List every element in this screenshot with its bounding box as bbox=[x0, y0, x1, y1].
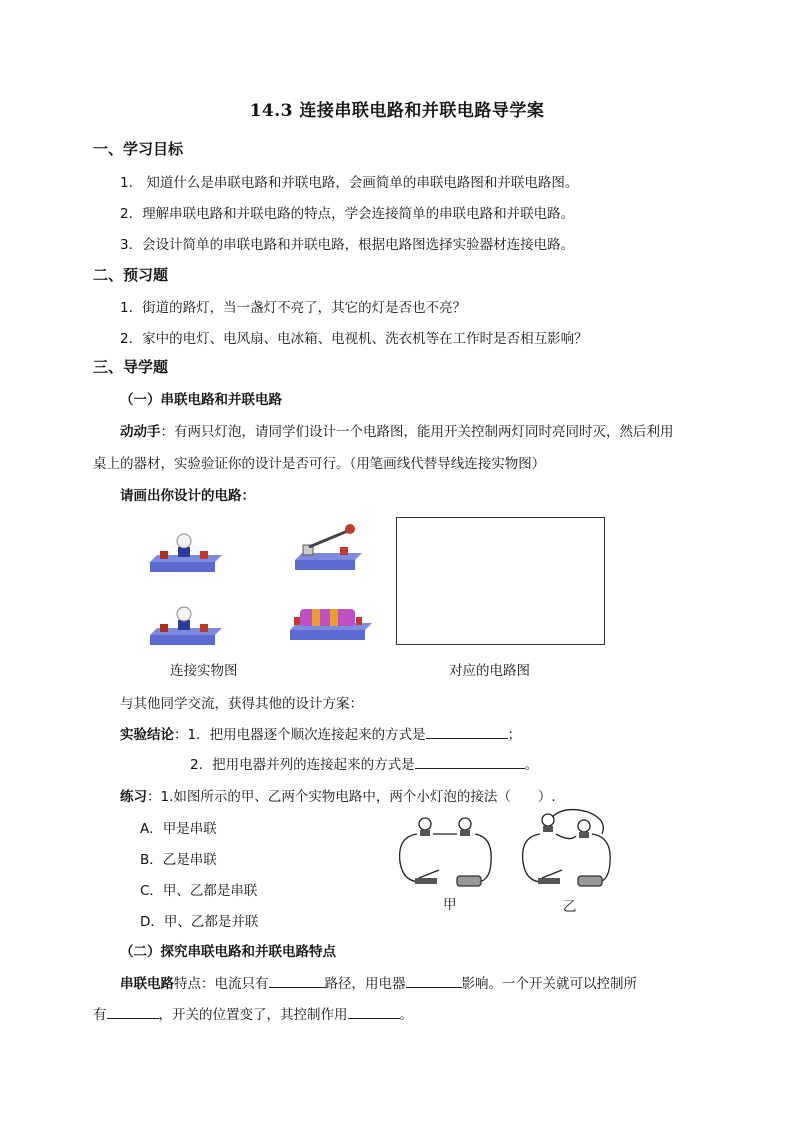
figure-label-jia: 甲 bbox=[443, 897, 457, 913]
preview-item-1: 1．街道的路灯，当一盏灯不亮了，其它的灯是否也不亮？ bbox=[120, 300, 467, 316]
series-text-a: 特点：电流只有 bbox=[174, 976, 269, 992]
preview-item-2: 2．家中的电灯、电风扇、电冰箱、电视机、洗衣机等在工作时是否相互影响？ bbox=[120, 331, 588, 347]
option-b[interactable]: B．乙是串联 bbox=[140, 852, 217, 868]
draw-prompt: 请画出你设计的电路： bbox=[120, 488, 255, 504]
hands-on-label: 动动手 bbox=[120, 424, 161, 440]
bulb-icon bbox=[177, 534, 191, 557]
caption-left: 连接实物图 bbox=[170, 663, 238, 679]
conclusion-end-1: ； bbox=[507, 727, 522, 743]
hands-on-line-2: 桌上的器材，实验验证你的设计是否可行。（用笔画线代替导线连接实物图） bbox=[93, 456, 546, 472]
subsection-heading-1: （一）串联电路和并联电路 bbox=[120, 392, 282, 408]
answer-blank-control[interactable] bbox=[348, 1004, 400, 1019]
circuit-yi bbox=[523, 810, 611, 886]
conclusion-text-2: 2．把用电器并列的连接起来的方式是 bbox=[190, 757, 415, 773]
hands-on-text-1: ：有两只灯泡，请同学们设计一个电路图，能用开关控制两灯同时亮同时灭，然后利用 bbox=[160, 424, 674, 440]
figure-label-yi: 乙 bbox=[563, 899, 577, 915]
exercise-line bbox=[120, 785, 556, 805]
answer-blank-parallel[interactable] bbox=[415, 754, 525, 769]
series-line-2 bbox=[93, 1003, 413, 1023]
section-heading-guide: 三、导学题 bbox=[93, 358, 169, 376]
series-text-b: 路径，用电器 bbox=[324, 976, 406, 992]
series-text-c: 影响。一个开关就可以控制所 bbox=[461, 976, 637, 992]
subsection-heading-2: （二）探究串联电路和并联电路特点 bbox=[120, 944, 336, 960]
answer-blank-series[interactable] bbox=[426, 724, 508, 739]
switch-board bbox=[295, 524, 362, 570]
series-label: 串联电路 bbox=[120, 976, 174, 992]
switch-icon bbox=[415, 870, 439, 884]
exercise-label: 练习 bbox=[120, 789, 147, 805]
battery-board bbox=[290, 609, 372, 640]
switch-icon bbox=[538, 870, 562, 884]
page-title: 14.3 连接串联电路和并联电路导学案 bbox=[249, 101, 545, 121]
battery-icon bbox=[578, 876, 602, 886]
circuit-figures bbox=[395, 812, 615, 892]
bulb-icon bbox=[542, 814, 590, 838]
series-text-f: 。 bbox=[399, 1007, 413, 1023]
bulb-icon bbox=[177, 607, 191, 630]
option-c[interactable]: C．甲、乙都是串联 bbox=[140, 883, 258, 899]
answer-blank-devices[interactable] bbox=[107, 1004, 159, 1019]
section-heading-goals: 一、学习目标 bbox=[93, 140, 184, 158]
conclusion-label: 实验结论 bbox=[120, 727, 174, 743]
conclusion-text-1: ：1．把用电器逐个顺次连接起来的方式是 bbox=[174, 727, 426, 743]
goal-item-2: 2．理解串联电路和并联电路的特点，学会连接简单的串联电路和并联电路。 bbox=[120, 206, 575, 222]
bulb-board-1 bbox=[150, 534, 222, 572]
hands-on-line-1 bbox=[120, 420, 674, 440]
section-heading-preview: 二、预习题 bbox=[93, 266, 169, 284]
conclusion-line-2 bbox=[190, 753, 538, 773]
bulb-icon bbox=[419, 818, 471, 836]
exercise-text: ：1.如图所示的甲、乙两个实物电路中，两个小灯泡的接法（ ）. bbox=[147, 789, 556, 805]
battery-icon bbox=[457, 876, 481, 886]
series-text-d: 有 bbox=[93, 1007, 107, 1023]
goal-item-1: 1． 知道什么是串联电路和并联电路，会画简单的串联电路图和并联电路图。 bbox=[120, 175, 579, 191]
goal-item-3: 3．会设计简单的串联电路和并联电路，根据电路图选择实验器材连接电路。 bbox=[120, 237, 575, 253]
option-d[interactable]: D．甲、乙都是并联 bbox=[140, 914, 259, 930]
option-a[interactable]: A．甲是串联 bbox=[140, 821, 217, 837]
answer-blank-influence[interactable] bbox=[406, 973, 462, 988]
circuit-jia bbox=[400, 818, 492, 886]
bulb-board-2 bbox=[150, 607, 222, 645]
exchange-text: 与其他同学交流，获得其他的设计方案： bbox=[120, 696, 363, 712]
answer-blank-path[interactable] bbox=[269, 973, 325, 988]
series-text-e: ，开关的位置变了，其控制作用 bbox=[158, 1007, 348, 1023]
caption-right: 对应的电路图 bbox=[449, 663, 530, 679]
series-line-1 bbox=[120, 972, 637, 992]
apparatus-figure bbox=[145, 515, 385, 650]
battery-icon bbox=[300, 609, 355, 626]
circuit-drawing-box[interactable] bbox=[396, 517, 605, 645]
conclusion-line-1 bbox=[120, 723, 521, 743]
conclusion-end-2: 。 bbox=[524, 757, 539, 773]
